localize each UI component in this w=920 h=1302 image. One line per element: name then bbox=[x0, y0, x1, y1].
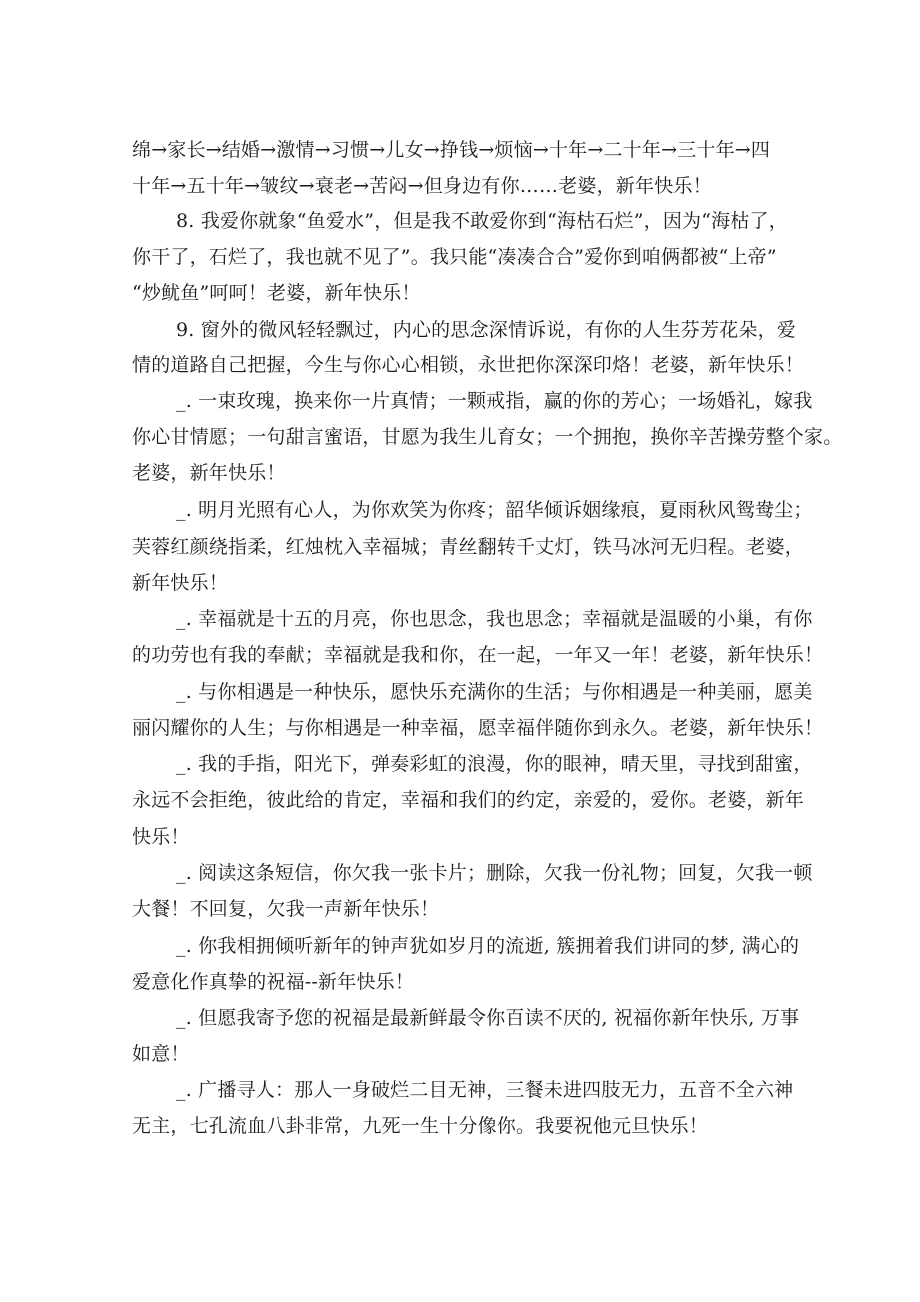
text-line: _. 我的手指，阳光下，弹奏彩虹的浪漫，你的眼神，晴天里，寻找到甜蜜， bbox=[176, 753, 813, 775]
text-line: 芙蓉红颜绕指柔，红烛枕入幸福城；青丝翻转千丈灯，铁马冰河无归程。老婆， bbox=[132, 536, 805, 558]
text-line: _. 广播寻人：那人一身破烂二目无神，三餐未进四肢无力，五音不全六神 bbox=[176, 1079, 794, 1101]
text-line: 无主，七孔流血八卦非常，九死一生十分像你。我要祝他元旦快乐！ bbox=[132, 1115, 709, 1137]
text-line: 十年→五十年→皱纹→衰老→苦闷→但身边有你……老婆，新年快乐！ bbox=[132, 175, 712, 197]
text-line: 老婆，新年快乐！ bbox=[132, 462, 286, 484]
text-line: _. 幸福就是十五的月亮，你也思念，我也思念；幸福就是温暖的小巢，有你 bbox=[176, 608, 813, 630]
text-line: 新年快乐！ bbox=[132, 572, 229, 594]
text-line: 永远不会拒绝，彼此给的肯定，幸福和我们的约定，亲爱的，爱你。老婆，新年 bbox=[132, 789, 805, 811]
text-line: 9. 窗外的微风轻轻飘过，内心的思念深情诉说，有你的人生芬芳花朵，爱 bbox=[176, 319, 796, 341]
text-line: “炒鱿鱼”呵呵！老婆，新年快乐！ bbox=[132, 282, 421, 304]
text-line: 8. 我爱你就象“鱼爱水”，但是我不敢爱你到“海枯石烂”，因为“海枯了， bbox=[176, 210, 788, 232]
text-line: 丽闪耀你的人生；与你相遇是一种幸福，愿幸福伴随你到永久。老婆，新年快乐！ bbox=[132, 717, 824, 739]
text-line: 情的道路自己把握，今生与你心心相锁，永世把你深深印烙！老婆，新年快乐！ bbox=[132, 354, 805, 376]
text-line: _. 明月光照有心人，为你欢笑为你疼；韶华倾诉姻缘痕，夏雨秋风鸳鸯尘； bbox=[176, 499, 813, 521]
text-line: _. 你我相拥倾听新年的钟声犹如岁月的流逝, 簇拥着我们讲同的梦, 满心的 bbox=[176, 935, 800, 957]
text-line: 的功劳也有我的奉献；幸福就是我和你，在一起，一年又一年！老婆，新年快乐！ bbox=[132, 644, 824, 666]
text-line: 爱意化作真挚的祝福--新年快乐！ bbox=[132, 971, 415, 993]
text-line: 大餐！不回复，欠我一声新年快乐！ bbox=[132, 898, 440, 920]
text-line: _. 但愿我寄予您的祝福是最新鲜最令你百读不厌的, 祝福你新年快乐, 万事 bbox=[176, 1007, 800, 1029]
text-line: _. 与你相遇是一种快乐，愿快乐充满你的生活；与你相遇是一种美丽，愿美 bbox=[176, 681, 813, 703]
text-line: 如意！ bbox=[132, 1043, 190, 1065]
text-line: _. 一束玫瑰，换来你一片真情；一颗戒指，赢的你的芳心；一场婚礼，嫁我 bbox=[176, 390, 813, 412]
text-line: 绵→家长→结婚→激情→习惯→儿女→挣钱→烦恼→十年→二十年→三十年→四 bbox=[132, 139, 771, 161]
text-line: _. 阅读这条短信，你欠我一张卡片；删除，欠我一份礼物；回复，欠我一顿 bbox=[176, 862, 813, 884]
text-line: 快乐！ bbox=[132, 826, 190, 848]
text-line: 你干了，石烂了，我也就不见了”。我只能“凑凑合合”爱你到咱俩都被“上帝” bbox=[132, 246, 777, 268]
text-line: 你心甘情愿；一句甜言蜜语，甘愿为我生儿育女；一个拥抱，换你辛苦操劳整个家。 bbox=[132, 426, 843, 448]
